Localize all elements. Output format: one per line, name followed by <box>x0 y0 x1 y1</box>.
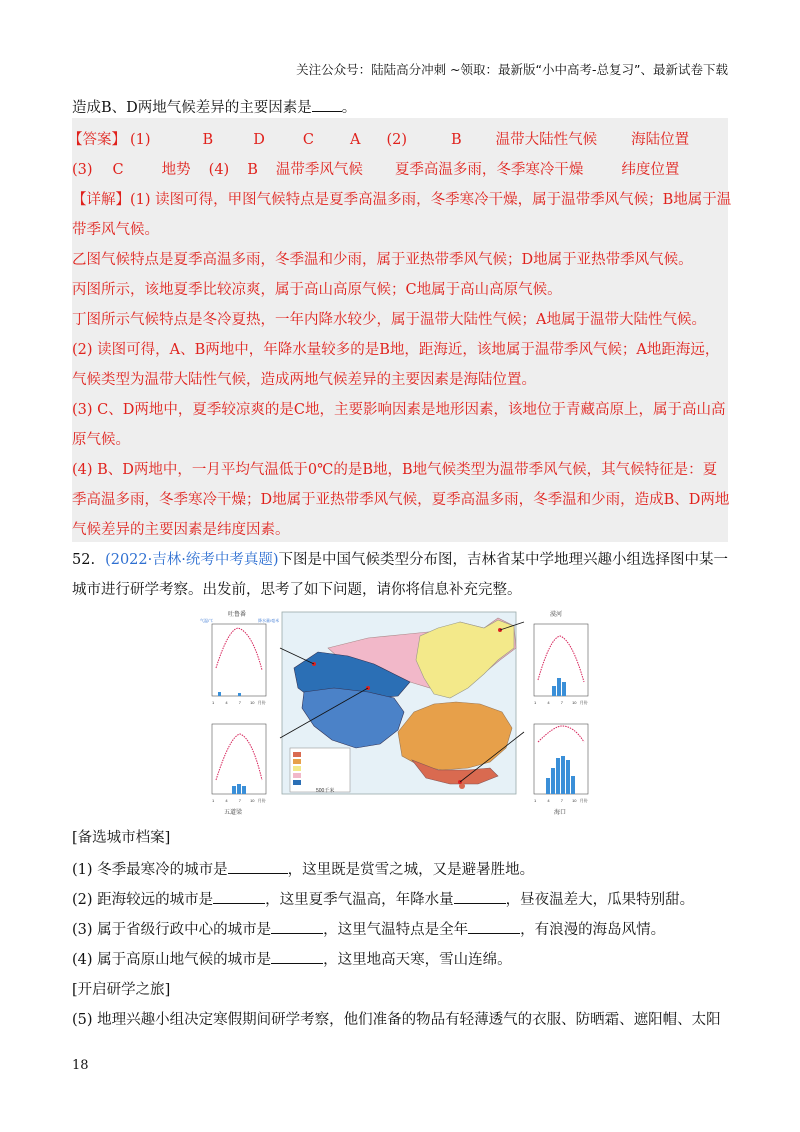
chart-title-haikou: 海口 <box>554 810 567 816</box>
q52-line-2: 城市进行研学考察。出发前，思考了如下问题，请你将信息补充完整。 <box>72 582 522 598</box>
intro-line: 造成B、D两地气候差异的主要因素是 。 <box>72 96 356 117</box>
chart-axis-left-turpan: 气温/℃ <box>200 618 214 623</box>
detail-line-9: (4) B、D两地中，一月平均气温低于0℃的是B地，B地气候类型为温带季风气候，其气候特征是：夏 <box>72 462 718 478</box>
detail-line-11: 气候差异的主要因素是纬度因素。 <box>72 522 290 538</box>
detail-line-4: 丁图所示气候特点是冬冷夏热，一年内降水较少，属于温带大陆性气候；A地属于温带大陆性气候。 <box>72 312 706 328</box>
detail-line-1: 带季风气候。 <box>72 222 159 238</box>
climate-chart-turpan <box>200 610 279 705</box>
question-1: (1) 冬季最寒冷的城市是 ，这里既是赏雪之城，又是避暑胜地。 <box>72 858 534 879</box>
detail-line-5: (2) 读图可得，A、B两地中，年降水量较多的是B地，距海近，该地属于温带季风气候；A地距海远， <box>72 342 720 358</box>
question-5: (5) 地理兴趣小组决定寒假期间研学考察，他们准备的物品有轻薄透气的衣服、防晒霜、遮阳帽、太阳 <box>72 1012 721 1028</box>
answer-blank <box>312 97 342 112</box>
blank-q1 <box>228 859 288 874</box>
map-scale: 500千米 <box>316 788 335 794</box>
chart-months-turpan: 1 4 7 10 月份 <box>212 700 266 705</box>
climate-map-figure <box>198 608 604 816</box>
chart-months-mohe: 1 4 7 10 月份 <box>534 700 588 705</box>
detail-line-3: 丙图所示，该地夏季比较凉爽，属于高山高原气候；C地属于高山高原气候。 <box>72 282 562 298</box>
blank-q2b <box>454 889 506 904</box>
detail-line-10: 季高温多雨，冬季寒冷干燥；D地属于亚热带季风气候，夏季高温多雨，冬季温和少雨，造成B、D两地 <box>72 492 730 508</box>
page-header: 关注公众号：陆陆高分冲刺 ~领取：最新版“小中高考-总复习”、最新试卷下载 <box>296 62 728 77</box>
blank-q3a <box>271 919 323 934</box>
chart-months-haikou: 1 4 7 10 月份 <box>534 798 588 803</box>
page-number: 18 <box>72 1058 89 1073</box>
climate-chart-haikou <box>534 724 588 816</box>
blank-q2a <box>213 889 265 904</box>
climate-chart-mohe <box>534 610 588 705</box>
answer-line-2: (3) C 地势 (4) B 温带季风气候 夏季高温多雨，冬季寒冷干燥 纬度位置 <box>72 162 680 178</box>
blank-q4 <box>271 949 323 964</box>
chart-axis-right-turpan: 降水量/毫米 <box>258 618 280 623</box>
archive-heading: [备选城市档案] <box>72 830 171 846</box>
trip-heading: [开启研学之旅] <box>72 982 171 998</box>
climate-chart-wudaoliang <box>212 724 266 816</box>
chart-months-wudaoliang: 1 4 7 10 月份 <box>212 798 266 803</box>
detail-line-0: 【详解】(1) 读图可得，甲图气候特点是夏季高温多雨，冬季寒冷干燥，属于温带季风气候；B地属于温 <box>72 192 732 208</box>
chart-title-wudaoliang: 五道梁 <box>224 810 243 816</box>
question-4: (4) 属于高原山地气候的城市是 ，这里地高天寒，雪山连绵。 <box>72 948 512 969</box>
detail-line-8: 原气候。 <box>72 432 130 448</box>
question-3: (3) 属于省级行政中心的城市是 ，这里气温特点是全年 ，有浪漫的海岛风情。 <box>72 918 665 939</box>
question-2: (2) 距海较远的城市是 ，这里夏季气温高，年降水量 ，昼夜温差大，瓜果特别甜。 <box>72 888 694 909</box>
detail-line-7: (3) C、D两地中，夏季较凉爽的是C地，主要影响因素是地形因素，该地位于青藏高原上，属于高山高 <box>72 402 726 418</box>
chart-title-mohe: 漠河 <box>550 612 563 618</box>
answer-line-1: 【答案】 (1) B D C A (2) B 温带大陆性气候 海陆位置 <box>68 132 690 148</box>
detail-line-6: 气候类型为温带大陆性气候，造成两地气候差异的主要因素是海陆位置。 <box>72 372 536 388</box>
q52-line-1: 52. (2022·吉林·统考中考真题)下图是中国气候类型分布图，吉林省某中学地理兴趣小组选择图中某一 <box>72 552 728 568</box>
china-climate-map <box>282 612 516 794</box>
blank-q3b <box>468 919 520 934</box>
detail-line-2: 乙图气候特点是夏季高温多雨，冬季温和少雨，属于亚热带季风气候；D地属于亚热带季风气候。 <box>72 252 693 268</box>
q52-source: (2022·吉林·统考中考真题) <box>105 552 279 568</box>
chart-title-turpan: 吐鲁番 <box>228 612 247 618</box>
